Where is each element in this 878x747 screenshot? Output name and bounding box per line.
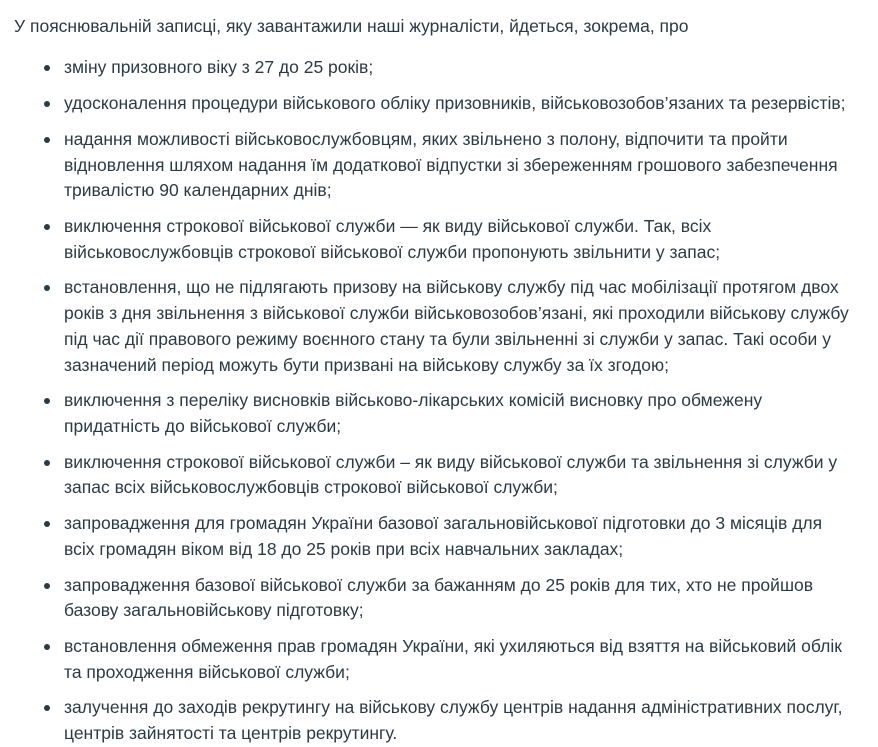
list-item: залучення до заходів рекрутингу на військову службу центрів надання адміністративних послуг, центрів зайнятості та центрів рекрутингу. [44,695,850,746]
list-item: запровадження базової військової служби за бажанням до 25 років для тих, хто не пройшов базову загальновійськову підготовку; [44,573,850,624]
list-item: виключення з переліку висновків військово-лікарських комісій висновку про обмежену придатність до військової служби; [44,388,850,439]
bullet-list [14,55,850,747]
intro-paragraph: У пояснювальній записці, яку завантажили наші журналісти, йдеться, зокрема, про [14,16,689,36]
list-item: надання можливості військовослужбовцям, яких звільнено з полону, відпочити та пройти відновлення шляхом надання їм додаткової відпустки зі збереженням грошового забезпечення тривалістю 90 календарних днів; [44,127,850,204]
list-item: запровадження для громадян України базової загальновійськової підготовки до 3 місяців для всіх громадян віком від 18 до 25 років при всіх навчальних закладах; [44,511,850,562]
list-item: удосконалення процедури військового обліку призовників, військовозобов’язаних та резервістів; [44,91,850,117]
list-item: встановлення обмеження прав громадян України, які ухиляються від взяття на військовий облік та проходження військової служби; [44,634,850,685]
list-item: виключення строкової військової служби — як виду військової служби. Так, всіх військовослужбовців строкової військової служби пропонують звільнити у запас; [44,214,850,265]
list-item: зміну призовного віку з 27 до 25 років; [44,55,850,81]
list-item: встановлення, що не підлягають призову на військову службу під час мобілізації протягом двох років з дня звільнення з військової служби військовозобов’язані, які проходили військову службу під час дії правового режиму воєнного стану та були звільненні зі служби у запас. Такі особи у зазначений період можуть бути призвані на військову службу за їх згодою; [44,275,850,378]
list-item: виключення строкової військової служби – як виду військової служби та звільнення зі служби у запас всіх військовослужбовців строкової військової служби; [44,450,850,501]
